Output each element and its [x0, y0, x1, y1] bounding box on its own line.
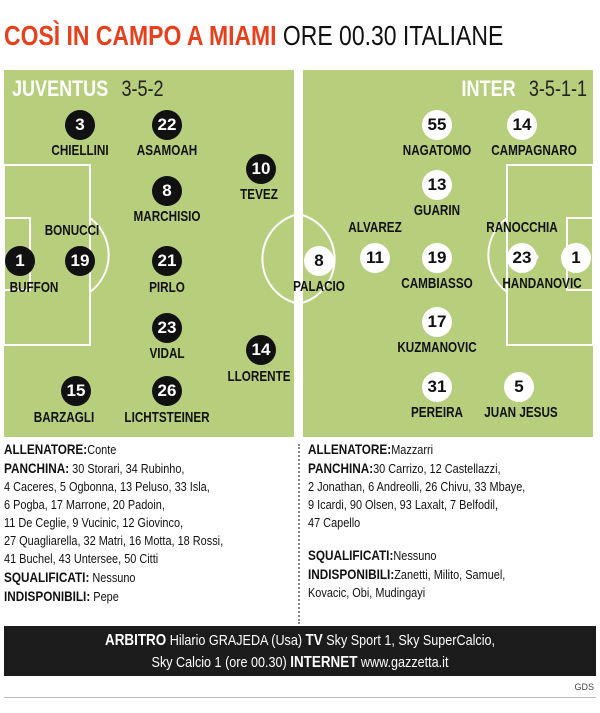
player-name: BUFFON: [9, 279, 59, 296]
team-header-juventus: [12, 76, 164, 102]
player-name: LICHTSTEINER: [124, 409, 210, 426]
unavailable-label: INDISPONIBILI:: [4, 588, 91, 604]
player-name: BONUCCI: [44, 222, 100, 239]
player-name: VIDAL: [149, 345, 185, 362]
player-number: 5: [504, 372, 534, 402]
team-name-juventus: JUVENTUS: [12, 76, 109, 101]
bottom-rule: [4, 697, 596, 698]
bench-line: [4, 459, 248, 478]
player-name: HANDANOVIC: [502, 275, 582, 292]
player-number: 22: [152, 110, 182, 140]
bench-line: 2 Jonathan, 6 Andreolli, 26 Chivu, 33 Mbaye,: [308, 479, 526, 494]
formation-juventus: 3-5-2: [121, 76, 164, 101]
player-number: 31: [422, 372, 452, 402]
info-juventus: [4, 440, 295, 606]
internet-site: www.gazzetta.it: [360, 654, 449, 671]
team-header-inter: [462, 76, 587, 102]
unavailable-text: Pepe: [93, 589, 119, 604]
team-name-inter: INTER: [461, 76, 516, 101]
referee-label: ARBITRO: [104, 632, 167, 649]
player-name: LLORENTE: [227, 368, 291, 385]
headline: [4, 20, 503, 60]
coach-label: ALLENATORE:: [4, 441, 88, 457]
player-name: GUARIN: [413, 202, 461, 219]
internet-label: INTERNET: [290, 654, 358, 671]
footer-line-1: [51, 626, 548, 652]
player-name: JUAN JESUS: [484, 404, 558, 421]
bench-line: 41 Buchel, 43 Untersee, 50 Citti: [4, 551, 159, 566]
credit: GDS: [574, 682, 594, 692]
unavailable-line: [4, 587, 248, 606]
column-divider: [298, 444, 300, 624]
player-name: CAMPAGNARO: [491, 142, 577, 159]
player-name: ALVAREZ: [348, 219, 402, 236]
bench-line: 11 De Ceglie, 9 Vucinic, 12 Giovinco,: [4, 515, 184, 530]
bench-line: 9 Icardi, 90 Olsen, 93 Laxalt, 7 Belfodil,: [308, 497, 498, 512]
headline-main: COSÌ IN CAMPO A MIAMI: [4, 20, 277, 51]
player-number: 23: [152, 313, 182, 343]
player-name: NAGATOMO: [402, 142, 472, 159]
player-name: PIRLO: [149, 279, 185, 296]
tv-label: TV: [305, 632, 323, 649]
coach-line: [4, 440, 248, 459]
player-number: 55: [422, 110, 452, 140]
formation-inter: 3-5-1-1: [528, 76, 587, 101]
player-number: 14: [246, 335, 276, 365]
bench-label: PANCHINA:: [4, 460, 70, 476]
suspended-line: [4, 568, 248, 587]
footer-line-2: [51, 652, 548, 674]
tv-channels: Sky Sport 1, Sky SuperCalcio,: [326, 632, 496, 649]
coach-line: [308, 440, 552, 459]
pitch-juventus: [4, 70, 295, 437]
player-number: 1: [5, 246, 35, 276]
player-number: 17: [422, 307, 452, 337]
player-number: 8: [152, 176, 182, 206]
player-number: 15: [61, 376, 91, 406]
player-number: 8: [304, 246, 334, 276]
player-number: 10: [246, 154, 276, 184]
player-number: 13: [422, 170, 452, 200]
player-number: 26: [152, 376, 182, 406]
player-name: KUZMANOVIC: [397, 339, 477, 356]
unavailable-line: [308, 565, 552, 584]
player-name: PEREIRA: [410, 404, 464, 421]
player-name: RANOCCHIA: [486, 219, 558, 236]
player-number: 14: [507, 110, 537, 140]
bench-line: 27 Quagliarella, 32 Matri, 16 Motta, 18 Rossi,: [4, 533, 224, 548]
coach-name: Mazzarri: [391, 442, 434, 457]
coach-name: Conte: [87, 442, 117, 457]
match-info-bar: [4, 626, 596, 676]
suspended-text: Nessuno: [393, 548, 437, 563]
player-number: 19: [65, 246, 95, 276]
player-number: 1: [561, 243, 591, 273]
player-name: TEVEZ: [240, 186, 278, 203]
bench-label: PANCHINA:: [308, 460, 374, 476]
coach-label: ALLENATORE:: [308, 441, 392, 457]
unavailable-text: Zanetti, Milito, Samuel,: [394, 567, 506, 582]
pitch-inter: [293, 70, 593, 437]
info-inter: [308, 440, 598, 602]
player-number: 11: [360, 243, 390, 273]
player-number: 21: [152, 246, 182, 276]
suspended-text: Nessuno: [92, 570, 136, 585]
suspended-label: SQUALIFICATI:: [4, 569, 90, 585]
player-name: PALACIO: [293, 278, 345, 295]
bench-line: 47 Capello: [308, 515, 361, 530]
bench-text: 30 Storari, 34 Rubinho,: [72, 461, 185, 476]
bench-text: 30 Carrizo, 12 Castellazzi,: [373, 461, 501, 476]
unavailable-label: INDISPONIBILI:: [308, 566, 395, 582]
player-name: MARCHISIO: [133, 208, 201, 225]
suspended-label: SQUALIFICATI:: [308, 547, 394, 563]
headline-time: ORE 00.30 ITALIANE: [282, 20, 504, 51]
player-number: 3: [65, 110, 95, 140]
player-name: CHIELLINI: [51, 142, 109, 159]
player-name: ASAMOAH: [136, 142, 198, 159]
player-number: 19: [422, 243, 452, 273]
player-number: 23: [507, 243, 537, 273]
bench-line: [308, 459, 552, 478]
player-name: BARZAGLI: [33, 409, 95, 426]
unavailable-line: Kovacic, Obi, Mudingayi: [308, 585, 426, 600]
spacer: [308, 532, 598, 546]
tv-channels-2: Sky Calcio 1 (ore 00.30): [151, 654, 287, 671]
player-name: CAMBIASSO: [401, 275, 473, 292]
suspended-line: [308, 546, 552, 565]
bench-line: 4 Caceres, 5 Ogbonna, 13 Peluso, 33 Isla,: [4, 479, 210, 494]
referee-name: Hilario GRAJEDA (Usa): [169, 632, 303, 649]
bench-line: 6 Pogba, 17 Marrone, 20 Padoin,: [4, 497, 165, 512]
